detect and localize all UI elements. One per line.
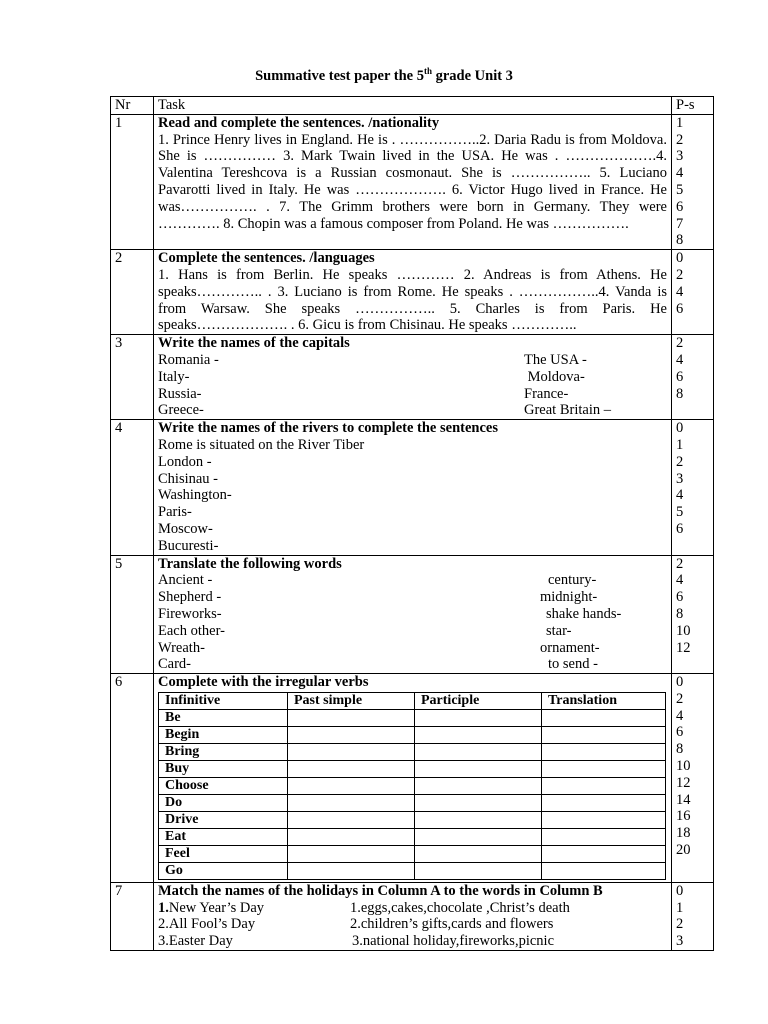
river-line: Rome is situated on the River Tiber: [158, 436, 365, 453]
verb-infinitive: Go: [159, 862, 288, 879]
task-points: [672, 420, 714, 555]
answer-cell[interactable]: [415, 777, 542, 794]
word-line: Wreath- ornament-: [158, 639, 600, 656]
task-content: [154, 250, 672, 335]
verb-infinitive: Choose: [159, 777, 288, 794]
verb-row: [159, 811, 666, 828]
answer-cell[interactable]: [415, 862, 542, 879]
verb-row: [159, 760, 666, 777]
holiday-line: [158, 933, 667, 950]
answer-cell[interactable]: [542, 845, 666, 862]
point-value: 4: [676, 165, 684, 182]
task-row-2: [111, 250, 714, 335]
task-points: [672, 250, 714, 335]
point-value: 14: [676, 791, 691, 808]
test-table: [110, 96, 714, 951]
holiday-words: 1.eggs,cakes,chocolate ,Christ’s death: [350, 899, 570, 916]
point-value: 7: [676, 215, 684, 232]
verb-row: [159, 862, 666, 879]
capital-line: Italy- Moldova-: [158, 368, 585, 385]
answer-cell[interactable]: [415, 794, 542, 811]
point-value: 2: [676, 916, 684, 933]
point-value: 10: [676, 622, 691, 639]
point-value: 8: [676, 605, 684, 622]
header-points: P-s: [672, 97, 714, 115]
verb-infinitive: Do: [159, 794, 288, 811]
verb-infinitive: Feel: [159, 845, 288, 862]
verb-infinitive: Be: [159, 709, 288, 726]
task-number: 1: [111, 114, 154, 249]
task-points: [672, 882, 714, 950]
answer-cell[interactable]: [415, 828, 542, 845]
answer-cell[interactable]: [542, 743, 666, 760]
river-line: Bucuresti-: [158, 537, 219, 554]
point-value: 18: [676, 825, 691, 842]
holiday-line: [158, 900, 667, 917]
point-value: 6: [676, 300, 684, 317]
task-heading: Complete the sentences. /languages: [158, 250, 375, 267]
holiday-name: 2.All Fool’s Day: [158, 916, 256, 933]
point-value: 6: [676, 368, 684, 385]
verb-infinitive: Eat: [159, 828, 288, 845]
task-content: [154, 335, 672, 420]
answer-cell[interactable]: [415, 726, 542, 743]
point-value: 1: [676, 436, 684, 453]
answer-cell[interactable]: [288, 760, 415, 777]
point-value: 2: [676, 555, 684, 572]
answer-cell[interactable]: [288, 845, 415, 862]
task-row-7: [111, 882, 714, 950]
verb-row: [159, 726, 666, 743]
task-heading: Read and complete the sentences. /nationality: [158, 114, 440, 131]
point-value: 0: [676, 674, 684, 691]
task-row-3: [111, 335, 714, 420]
word-line: Card- to send -: [158, 656, 598, 673]
holiday-words: 3.national holiday,fireworks,picnic: [352, 933, 555, 950]
verb-infinitive: Bring: [159, 743, 288, 760]
task-heading: Complete with the irregular verbs: [158, 674, 369, 691]
answer-cell[interactable]: [288, 726, 415, 743]
task-content: [154, 555, 672, 674]
point-value: 0: [676, 882, 684, 899]
point-value: 6: [676, 198, 684, 215]
point-value: 2: [676, 453, 684, 470]
holiday-words: 2.children’s gifts,cards and flowers: [350, 916, 554, 933]
task-points: [672, 114, 714, 249]
answer-cell[interactable]: [542, 862, 666, 879]
task-number: 6: [111, 674, 154, 883]
header-task: Task: [154, 97, 672, 115]
task-row-4: [111, 420, 714, 555]
capital-line: Russia- France-: [158, 385, 569, 402]
task-number: 7: [111, 882, 154, 950]
verb-row: [159, 709, 666, 726]
answer-cell[interactable]: [288, 828, 415, 845]
river-line: Paris-: [158, 504, 192, 521]
point-value: 4: [676, 487, 684, 504]
point-value: 8: [676, 385, 684, 402]
answer-cell[interactable]: [542, 794, 666, 811]
verb-infinitive: Begin: [159, 726, 288, 743]
task-number: 2: [111, 250, 154, 335]
answer-cell[interactable]: [288, 777, 415, 794]
task-number: 5: [111, 555, 154, 674]
column-header: Translation: [542, 692, 666, 709]
point-value: 2: [676, 266, 684, 283]
point-value: 0: [676, 250, 684, 267]
verbs-table: [158, 692, 666, 880]
answer-cell[interactable]: [542, 828, 666, 845]
task-content: [154, 882, 672, 950]
header-row: [111, 97, 714, 115]
task-points: [672, 335, 714, 420]
point-value: 4: [676, 283, 684, 300]
task-row-1: [111, 114, 714, 249]
point-value: 2: [676, 131, 684, 148]
point-value: 6: [676, 520, 684, 537]
answer-cell[interactable]: [288, 709, 415, 726]
answer-cell[interactable]: [415, 811, 542, 828]
answer-cell[interactable]: [415, 743, 542, 760]
task-heading: Write the names of the capitals: [158, 335, 350, 352]
answer-cell[interactable]: [415, 845, 542, 862]
river-line: London -: [158, 453, 212, 470]
point-value: 12: [676, 774, 691, 791]
task-number: 4: [111, 420, 154, 555]
task-body: 1. Hans is from Berlin. He speaks ………… 2. Andreas is from Athens. He speaks………….. . 3. Luciano is from Rome. He speaks . ……………..4. Vanda is from Warsaw. She speaks …………….. 5. Charles is from Paris. He speaks………………. . 6. Gicu is from Chisinau. He speaks …………..: [158, 266, 667, 334]
task-content: [154, 674, 672, 883]
task-points: [672, 555, 714, 674]
task-row-5: [111, 555, 714, 674]
task-points: [672, 674, 714, 883]
answer-cell[interactable]: [288, 811, 415, 828]
column-header: Participle: [415, 692, 542, 709]
capital-line: Romania - The USA -: [158, 351, 587, 368]
answer-cell[interactable]: [542, 760, 666, 777]
answer-cell[interactable]: [542, 726, 666, 743]
verb-row: [159, 777, 666, 794]
task-row-6: [111, 674, 714, 883]
answer-cell[interactable]: [288, 794, 415, 811]
river-line: Washington-: [158, 487, 232, 504]
point-value: 2: [676, 690, 684, 707]
capital-line: Greece- Great Britain –: [158, 402, 611, 419]
holiday-number: 1.: [158, 899, 169, 916]
task-body: 1. Prince Henry lives in England. He is . ……………..2. Daria Radu is from Moldova. She is …………… 3. Mark Twain lived in the USA. He was . ……………….4. Valentina Tereshcova is a Russian cosmonaut. She is …………….. 5. Luciano Pavarotti lived in Italy. He was ………………. 6. Victor Hugo lived in France. He was……………. . 7. The Grimm brothers were born in Germany. They were …………. 8. Chopin was a famous composer from Poland. He was …………….: [158, 131, 667, 232]
task-number: 3: [111, 335, 154, 420]
river-line: Moscow-: [158, 520, 213, 537]
header-nr: Nr: [111, 97, 154, 115]
point-value: 6: [676, 724, 684, 741]
answer-cell[interactable]: [542, 777, 666, 794]
answer-cell[interactable]: [415, 709, 542, 726]
answer-cell[interactable]: [542, 811, 666, 828]
point-value: 3: [676, 933, 684, 950]
point-value: 16: [676, 808, 691, 825]
column-header: Past simple: [288, 692, 415, 709]
point-value: 8: [676, 741, 684, 758]
word-line: Shepherd - midnight-: [158, 589, 598, 606]
word-line: Ancient - century-: [158, 572, 597, 589]
point-value: 5: [676, 181, 684, 198]
point-value: 4: [676, 572, 684, 589]
holiday-line: [158, 916, 667, 933]
word-line: Each other- star-: [158, 622, 572, 639]
verb-row: [159, 743, 666, 760]
task-content: [154, 420, 672, 555]
point-value: 4: [676, 707, 684, 724]
point-value: 2: [676, 335, 684, 352]
column-header: Infinitive: [159, 692, 288, 709]
task-content: [154, 114, 672, 249]
point-value: 12: [676, 639, 691, 656]
point-value: 3: [676, 148, 684, 165]
point-value: 20: [676, 842, 691, 859]
point-value: 4: [676, 351, 684, 368]
point-value: 10: [676, 758, 691, 775]
river-line: Chisinau -: [158, 470, 219, 487]
point-value: 8: [676, 232, 684, 249]
point-value: 3: [676, 470, 684, 487]
answer-cell[interactable]: [288, 862, 415, 879]
task-heading: Translate the following words: [158, 555, 342, 572]
answer-cell[interactable]: [415, 760, 542, 777]
verb-infinitive: Drive: [159, 811, 288, 828]
task-heading: Write the names of the rivers to complete the sentences: [158, 420, 498, 437]
holiday-name: 3.Easter Day: [158, 933, 233, 950]
point-value: 0: [676, 420, 684, 437]
answer-cell[interactable]: [288, 743, 415, 760]
point-value: 6: [676, 589, 684, 606]
point-value: 5: [676, 504, 684, 521]
verb-infinitive: Buy: [159, 760, 288, 777]
holiday-name: New Year’s Day: [168, 899, 265, 916]
verbs-header-row: [159, 692, 666, 709]
task-heading: Match the names of the holidays in Column A to the words in Column B: [158, 882, 603, 899]
point-value: 1: [676, 899, 684, 916]
verb-row: [159, 828, 666, 845]
verb-row: [159, 794, 666, 811]
answer-cell[interactable]: [542, 709, 666, 726]
page-title: Summative test paper the 5th grade Unit 3: [255, 66, 513, 84]
point-value: 1: [676, 114, 684, 131]
word-line: Fireworks- shake hands-: [158, 605, 622, 622]
verb-row: [159, 845, 666, 862]
